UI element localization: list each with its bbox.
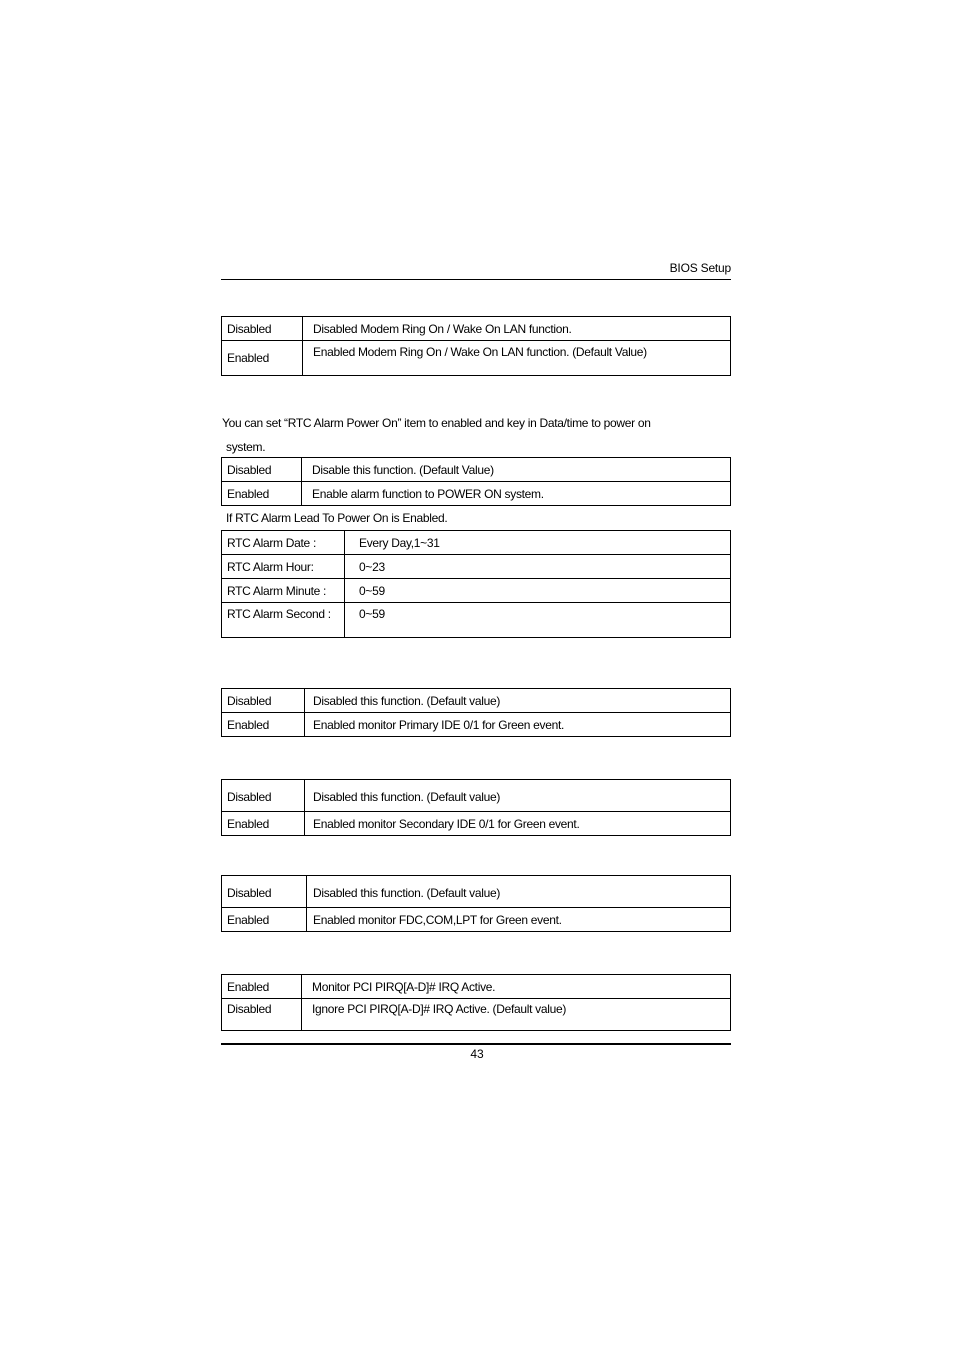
option-cell: RTC Alarm Second : [222,603,345,638]
description-cell: Disabled this function. (Default value) [307,876,731,908]
rtc-alarm-table [221,457,731,506]
option-cell: Disabled [222,317,303,341]
description-cell: Enabled monitor Secondary IDE 0/1 for Green event. [305,812,731,836]
option-cell: Disabled [222,999,302,1031]
header-rule [221,279,731,280]
description-cell: Enabled Modem Ring On / Wake On LAN function. (Default Value) [303,341,731,376]
rtc-intro-line2: system. [226,440,266,454]
option-cell: RTC Alarm Hour: [222,555,345,579]
description-cell: Disabled Modem Ring On / Wake On LAN function. [303,317,731,341]
description-cell: Disabled this function. (Default value) [305,689,731,713]
table-row [222,713,731,737]
secondary-ide-table [221,779,731,836]
page-number: 43 [470,1047,484,1061]
description-cell: 0~59 [345,579,731,603]
footer-rule [221,1043,731,1045]
table-row [222,341,731,376]
rtc-settings-table [221,530,731,638]
option-cell: Disabled [222,689,305,713]
table-row [222,812,731,836]
rtc-intro-line1: You can set “RTC Alarm Power On” item to enabled and key in Data/time to power on [222,416,651,430]
description-cell: 0~23 [345,555,731,579]
fdc-com-lpt-table [221,875,731,932]
table-row [222,999,731,1031]
table-row [222,482,731,506]
option-cell: Disabled [222,780,305,812]
option-cell: Enabled [222,341,303,376]
option-cell: Enabled [222,482,302,506]
table-row [222,975,731,999]
option-cell: Enabled [222,713,305,737]
option-cell: Enabled [222,812,305,836]
table-row [222,603,731,638]
table-row [222,876,731,908]
description-cell: Ignore PCI PIRQ[A-D]# IRQ Active. (Default value) [302,999,731,1031]
modem-ring-table [221,316,731,376]
primary-ide-table [221,688,731,737]
rtc-condition-text: If RTC Alarm Lead To Power On is Enabled. [226,511,448,525]
table-row [222,458,731,482]
option-cell: Disabled [222,876,307,908]
header-title: BIOS Setup [669,261,731,275]
table-row [222,579,731,603]
description-cell: Monitor PCI PIRQ[A-D]# IRQ Active. [302,975,731,999]
description-cell: Enable alarm function to POWER ON system. [302,482,731,506]
option-cell: Enabled [222,908,307,932]
pci-pirq-table [221,974,731,1031]
option-cell: Enabled [222,975,302,999]
table-row [222,908,731,932]
option-cell: Disabled [222,458,302,482]
option-cell: RTC Alarm Date : [222,531,345,555]
table-row [222,780,731,812]
option-cell: RTC Alarm Minute : [222,579,345,603]
table-row [222,531,731,555]
description-cell: Disabled this function. (Default value) [305,780,731,812]
description-cell: Enabled monitor FDC,COM,LPT for Green event. [307,908,731,932]
description-cell: Enabled monitor Primary IDE 0/1 for Green event. [305,713,731,737]
description-cell: 0~59 [345,603,731,638]
description-cell: Disable this function. (Default Value) [302,458,731,482]
table-row [222,555,731,579]
description-cell: Every Day,1~31 [345,531,731,555]
table-row [222,317,731,341]
table-row [222,689,731,713]
